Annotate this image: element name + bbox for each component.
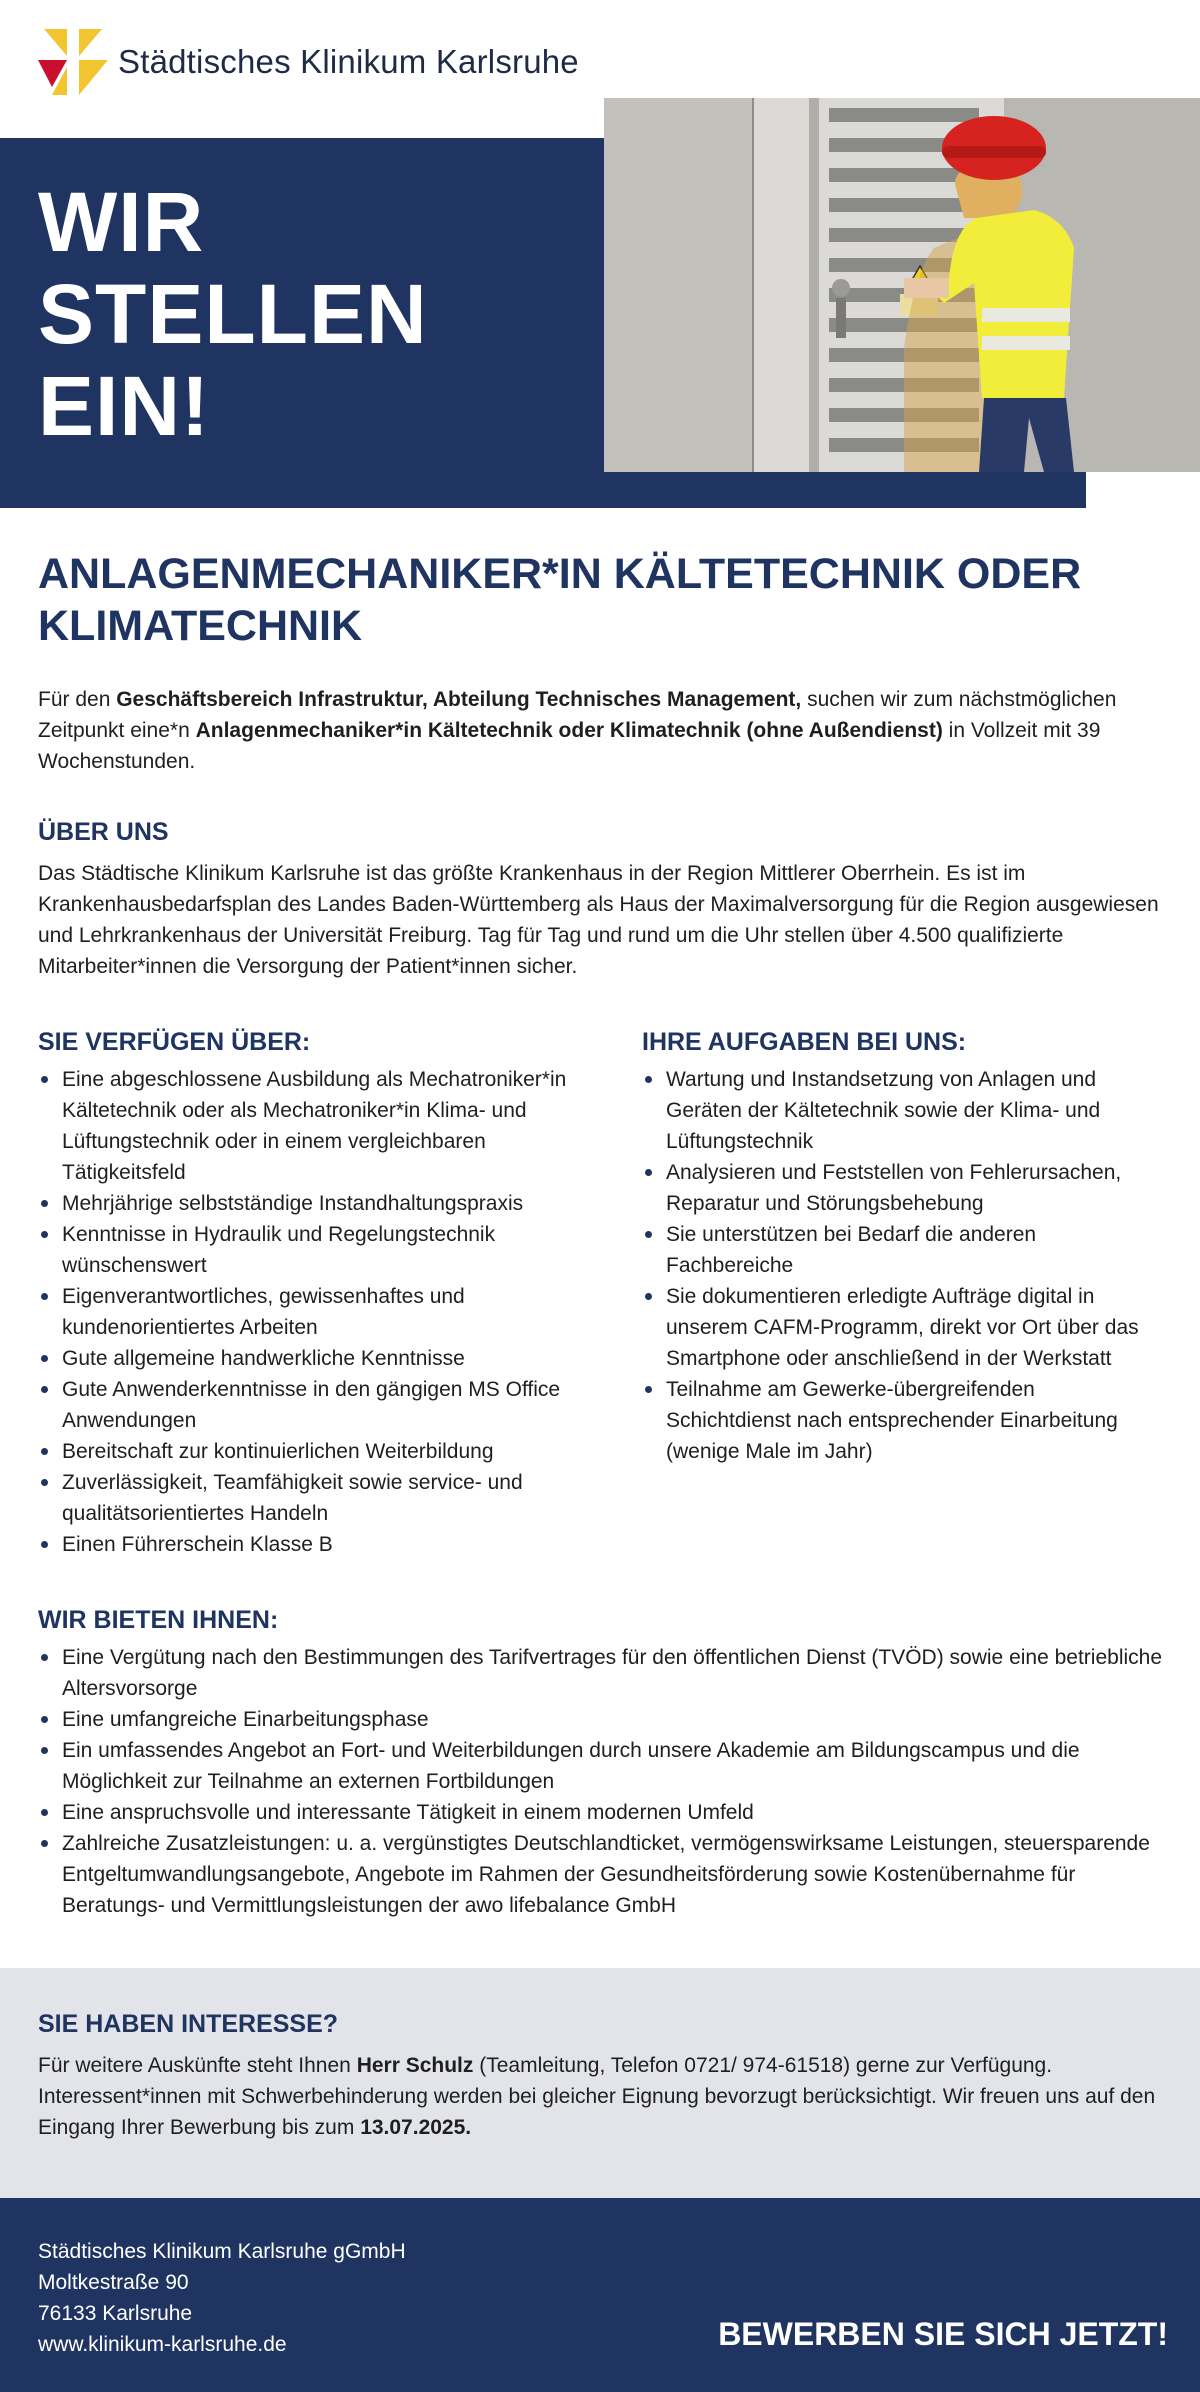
list-item: Sie dokumentieren erledigte Aufträge digital in unserem CAFM-Programm, direkt vor Ort über das Smartphone oder anschließend in der Werkstatt xyxy=(642,1281,1162,1374)
job-title-line: ANLAGENMECHANIKER*IN KÄLTETECHNIK ODER xyxy=(38,550,1082,598)
hero-photo xyxy=(604,98,1200,472)
job-title xyxy=(38,548,1162,652)
offer-section xyxy=(38,1604,1162,1921)
hero-title-line: STELLEN xyxy=(38,267,428,361)
footer-city: 76133 Karlsruhe xyxy=(38,2302,193,2325)
technician-photo-illustration xyxy=(604,98,1200,472)
list-item: Wartung und Instandsetzung von Anlagen und Geräten der Kältetechnik sowie der Klima- und Lüftungstechnik xyxy=(642,1064,1162,1157)
list-item: Ein umfassendes Angebot an Fort- und Weiterbildungen durch unsere Akademie am Bildungscampus und die Möglichkeit zur Teilnahme an externen Fortbildungen xyxy=(38,1735,1162,1797)
header-logo xyxy=(38,26,579,98)
hero-title xyxy=(38,176,428,452)
footer-company: Städtisches Klinikum Karlsruhe gGmbH xyxy=(38,2240,406,2263)
application-deadline: 13.07.2025. xyxy=(360,2116,472,2139)
requirements-heading: SIE VERFÜGEN ÜBER: xyxy=(38,1028,311,1056)
list-item: Sie unterstützen bei Bedarf die anderen Fachbereiche xyxy=(642,1219,1162,1281)
footer-street: Moltkestraße 90 xyxy=(38,2271,189,2294)
interest-section xyxy=(38,2008,1162,2143)
intro-department: Geschäftsbereich Infrastruktur, Abteilung Technisches Management, xyxy=(116,688,802,711)
offer-list xyxy=(38,1642,1162,1921)
interest-text xyxy=(38,2050,1162,2143)
list-item: Bereitschaft zur kontinuierlichen Weiterbildung xyxy=(38,1436,578,1467)
logo-text: Städtisches Klinikum Karlsruhe xyxy=(118,43,579,80)
list-item: Teilnahme am Gewerke-übergreifenden Schichtdienst nach entsprechender Einarbeitung (wenige Male im Jahr) xyxy=(642,1374,1162,1467)
list-item: Gute Anwenderkenntnisse in den gängigen MS Office Anwendungen xyxy=(38,1374,578,1436)
intro-text: Für den xyxy=(38,688,117,711)
list-item: Eine abgeschlossene Ausbildung als Mechatroniker*in Kältetechnik oder als Mechatroniker*in Klima- und Lüftungstechnik oder in einem vergleichbaren Tätigkeitsfeld xyxy=(38,1064,578,1188)
intro-text: suchen wir zum nächstmöglichen Zeitpunkt eine*n xyxy=(38,688,1117,742)
about-heading: ÜBER UNS xyxy=(38,818,169,846)
offer-heading: WIR BIETEN IHNEN: xyxy=(38,1606,279,1634)
list-item: Gute allgemeine handwerkliche Kenntnisse xyxy=(38,1343,578,1374)
contact-name: Herr Schulz xyxy=(356,2054,474,2077)
footer-address xyxy=(38,2236,406,2360)
list-item: Einen Führerschein Klasse B xyxy=(38,1529,578,1560)
about-section xyxy=(38,816,1162,982)
apply-now-cta: BEWERBEN SIE SICH JETZT! xyxy=(718,2316,1168,2352)
list-item: Kenntnisse in Hydraulik und Regelungstechnik wünschenswert xyxy=(38,1219,578,1281)
job-intro xyxy=(38,684,1162,777)
interest-text-part: Für weitere Auskünfte steht Ihnen xyxy=(38,2054,357,2077)
list-item: Zahlreiche Zusatzleistungen: u. a. vergünstigtes Deutschlandticket, vermögenswirksame Leistungen, steuersparende Entgeltumwandlungsangebote, Angebote im Rahmen der Gesundheitsförderung sowie Kostenübernahme für Beratungs- und Vermittlungsleistungen der awo lifebalance GmbH xyxy=(38,1828,1162,1921)
footer-website-link[interactable]: www.klinikum-karlsruhe.de xyxy=(38,2333,287,2356)
list-item: Eine anspruchsvolle und interessante Tätigkeit in einem modernen Umfeld xyxy=(38,1797,1162,1828)
list-item: Eine umfangreiche Einarbeitungsphase xyxy=(38,1704,1162,1735)
klinikum-logo-icon xyxy=(38,27,108,97)
job-title-line: KLIMATECHNIK xyxy=(38,602,363,650)
requirements-list xyxy=(38,1064,578,1560)
requirements-section xyxy=(38,1026,578,1560)
tasks-heading: IHRE AUFGABEN BEI UNS: xyxy=(642,1028,967,1056)
list-item: Zuverlässigkeit, Teamfähigkeit sowie service- und qualitätsorientiertes Handeln xyxy=(38,1467,578,1529)
about-text: Das Städtische Klinikum Karlsruhe ist das größte Krankenhaus in der Region Mittlerer Oberrhein. Es ist im Krankenhausbedarfsplan des Landes Baden-Württemberg als Haus der Maximalversorgung für die Region ausgewiesen und Lehrkrankenhaus der Universität Freiburg. Tag für Tag und rund um die Uhr stellen über 4.500 qualifizierte Mitarbeiter*innen die Versorgung der Patient*innen sicher. xyxy=(38,862,1159,978)
tasks-section xyxy=(642,1026,1162,1467)
hero-title-line: EIN! xyxy=(38,359,210,453)
list-item: Mehrjährige selbstständige Instandhaltungspraxis xyxy=(38,1188,578,1219)
intro-text: in Vollzeit mit 39 Wochenstunden. xyxy=(38,719,1101,773)
list-item: Eigenverantwortliches, gewissenhaftes und kundenorientiertes Arbeiten xyxy=(38,1281,578,1343)
interest-heading: SIE HABEN INTERESSE? xyxy=(38,2010,339,2038)
interest-text-part: (Teamleitung, Telefon 0721/ 974-61518) gerne zur Verfügung. Interessent*innen mit Schwerbehinderung werden bei gleicher Eignung bevorzugt berücksichtigt. Wir freuen uns auf den Eingang Ihrer Bewerbung bis zum xyxy=(38,2054,1156,2139)
list-item: Eine Vergütung nach den Bestimmungen des Tarifvertrages für den öffentlichen Dienst (TVÖD) sowie eine betriebliche Altersvorsorge xyxy=(38,1642,1162,1704)
photo-accent-strip xyxy=(604,472,1086,508)
intro-position: Anlagenmechaniker*in Kältetechnik oder Klimatechnik (ohne Außendienst) xyxy=(195,719,943,742)
hero-title-line: WIR xyxy=(38,175,205,269)
tasks-list xyxy=(642,1064,1162,1467)
list-item: Analysieren und Feststellen von Fehlerursachen, Reparatur und Störungsbehebung xyxy=(642,1157,1162,1219)
